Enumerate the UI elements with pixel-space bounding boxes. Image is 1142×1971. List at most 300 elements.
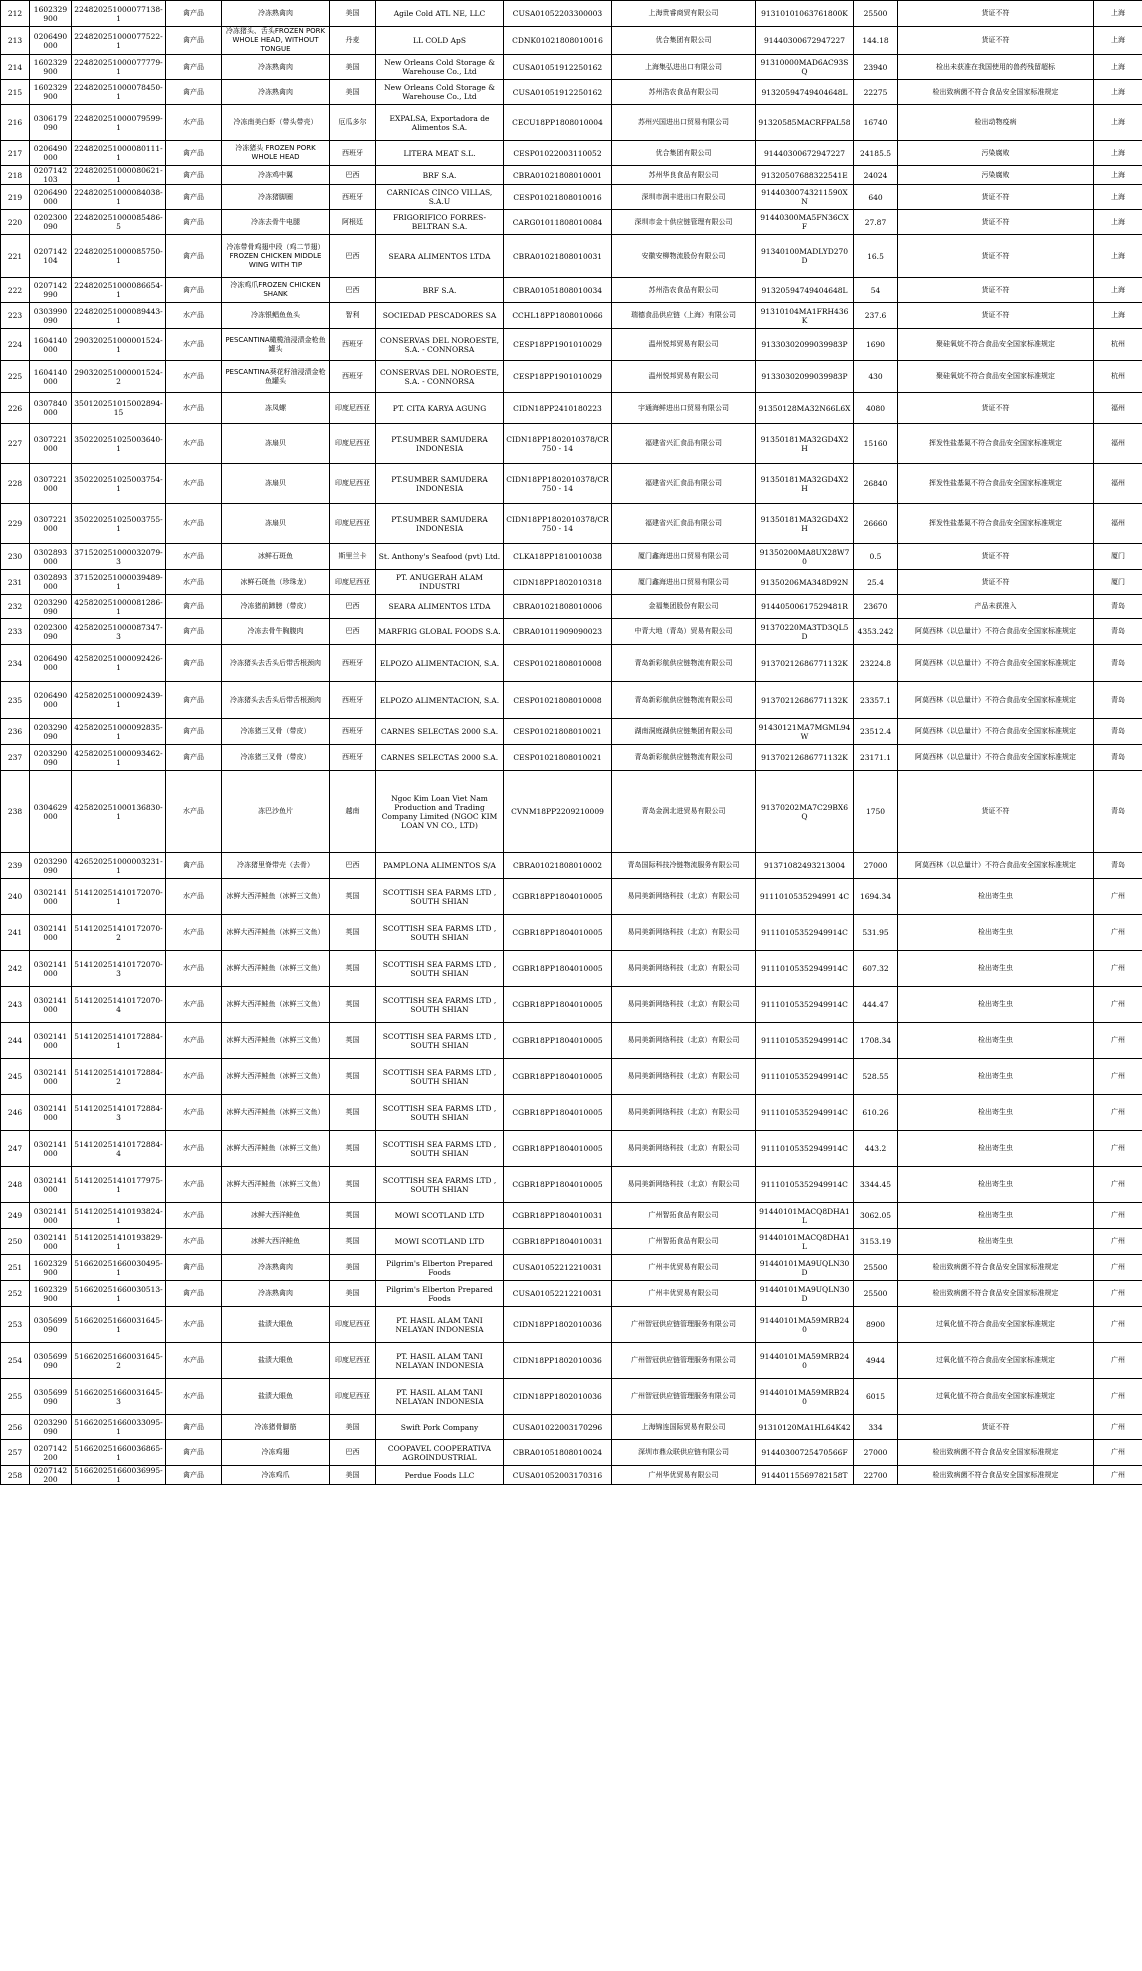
cell-importer: 上海锦连国际贸易有限公司 bbox=[612, 1415, 756, 1440]
cell-importer: 深圳市润丰进出口有限公司 bbox=[612, 185, 756, 210]
cell-maker: SOCIEDAD PESCADORES SA bbox=[376, 303, 504, 329]
cell-cat: 水产品 bbox=[166, 1131, 222, 1167]
cell-name: 冰鲜大西洋鲑鱼（冰鲜三文鱼） bbox=[222, 1131, 330, 1167]
cell-country: 印度尼西亚 bbox=[330, 570, 376, 595]
cell-importer: 优合集团有限公司 bbox=[612, 27, 756, 55]
cell-reason: 阿莫西林（以总量计）不符合食品安全国家标准规定 bbox=[898, 645, 1094, 682]
cell-port: 上海 bbox=[1094, 185, 1142, 210]
cell-credit: 91350128MA32N66L6X bbox=[756, 393, 854, 424]
cell-weight: 1708.34 bbox=[854, 1023, 898, 1059]
cell-weight: 528.55 bbox=[854, 1059, 898, 1095]
cell-weight: 23670 bbox=[854, 595, 898, 619]
cell-cat: 禽产品 bbox=[166, 210, 222, 235]
cell-name: 冰鲜大西洋鲑鱼（冰鲜三文鱼） bbox=[222, 951, 330, 987]
cell-maker: LITERA MEAT S.L. bbox=[376, 141, 504, 166]
cell-name: 冰鲜大西洋鲑鱼（冰鲜三文鱼） bbox=[222, 1059, 330, 1095]
cell-reg: CIDN18PP1802010378/CR 750 - 14 bbox=[504, 424, 612, 464]
cell-cat: 禽产品 bbox=[166, 80, 222, 105]
cell-country: 西班牙 bbox=[330, 645, 376, 682]
cell-reg: CESP01022003110052 bbox=[504, 141, 612, 166]
cell-name: 冰鲜大西洋鲑鱼（冰鲜三文鱼） bbox=[222, 1095, 330, 1131]
cell-maker: PT.SUMBER SAMUDERA INDONESIA bbox=[376, 464, 504, 504]
table-row bbox=[1, 1023, 1142, 1059]
table-row bbox=[1, 645, 1142, 682]
cell-idx: 245 bbox=[1, 1059, 30, 1095]
table-row bbox=[1, 278, 1142, 303]
cell-credit: 91371082493213004 bbox=[756, 853, 854, 879]
cell-credit: 91340100MADLYD270D bbox=[756, 235, 854, 278]
cell-idx: 241 bbox=[1, 915, 30, 951]
cell-idx: 237 bbox=[1, 745, 30, 771]
cell-importer: 广州智拓食品有限公司 bbox=[612, 1229, 756, 1255]
cell-name: 冷冻鸡翅 bbox=[222, 1440, 330, 1466]
cell-port: 上海 bbox=[1094, 166, 1142, 185]
cell-reason: 检出致病菌不符合食品安全国家标准规定 bbox=[898, 1466, 1094, 1485]
cell-hs: 1602329900 bbox=[30, 1255, 72, 1281]
cell-maker: FRIGORIFICO FORRES-BELTRAN S.A. bbox=[376, 210, 504, 235]
cell-cat: 水产品 bbox=[166, 570, 222, 595]
cell-cat: 禽产品 bbox=[166, 619, 222, 645]
cell-idx: 247 bbox=[1, 1131, 30, 1167]
cell-cat: 禽产品 bbox=[166, 55, 222, 80]
cell-country: 英国 bbox=[330, 879, 376, 915]
cell-importer: 厦门鑫海进出口贸易有限公司 bbox=[612, 570, 756, 595]
cell-port: 广州 bbox=[1094, 951, 1142, 987]
cell-cat: 禽产品 bbox=[166, 166, 222, 185]
cell-hs: 1602329900 bbox=[30, 1, 72, 27]
cell-weight: 6015 bbox=[854, 1379, 898, 1415]
cell-maker: BRF S.A. bbox=[376, 278, 504, 303]
cell-weight: 16.5 bbox=[854, 235, 898, 278]
cell-country: 西班牙 bbox=[330, 185, 376, 210]
cell-weight: 23224.8 bbox=[854, 645, 898, 682]
cell-cat: 禽产品 bbox=[166, 27, 222, 55]
cell-idx: 227 bbox=[1, 424, 30, 464]
cell-credit: 91430121MA7MGML94W bbox=[756, 719, 854, 745]
cell-reg: CGBR18PP1804010005 bbox=[504, 1131, 612, 1167]
cell-name: 冰鲜大西洋鲑鱼（冰鲜三文鱼） bbox=[222, 1167, 330, 1203]
cell-idx: 214 bbox=[1, 55, 30, 80]
cell-idx: 225 bbox=[1, 361, 30, 393]
cell-reason: 聚硅氧烷不符合食品安全国家标准规定 bbox=[898, 329, 1094, 361]
table-row bbox=[1, 853, 1142, 879]
cell-country: 印度尼西亚 bbox=[330, 1307, 376, 1343]
cell-importer: 深圳市鼎众联供应链有限公司 bbox=[612, 1440, 756, 1466]
cell-hs: 0307221000 bbox=[30, 504, 72, 544]
cell-credit: 91370202MA7C29BX6Q bbox=[756, 771, 854, 853]
cell-credit: 91440101MA9UQLN30D bbox=[756, 1255, 854, 1281]
cell-cat: 禽产品 bbox=[166, 595, 222, 619]
cell-port: 青岛 bbox=[1094, 645, 1142, 682]
cell-credit: 91370220MA3TD3QL5D bbox=[756, 619, 854, 645]
cell-hs: 0302141000 bbox=[30, 1095, 72, 1131]
cell-decl: 514120251410172884-2 bbox=[72, 1059, 166, 1095]
cell-cat: 禽产品 bbox=[166, 235, 222, 278]
cell-country: 英国 bbox=[330, 1167, 376, 1203]
cell-reg: CUSA01051912250162 bbox=[504, 80, 612, 105]
cell-port: 上海 bbox=[1094, 210, 1142, 235]
cell-hs: 1604140000 bbox=[30, 361, 72, 393]
cell-decl: 224820251000077138-1 bbox=[72, 1, 166, 27]
cell-name: 冷冻猪三叉骨（带皮） bbox=[222, 719, 330, 745]
cell-country: 巴西 bbox=[330, 1440, 376, 1466]
cell-port: 广州 bbox=[1094, 879, 1142, 915]
cell-reason: 货证不符 bbox=[898, 27, 1094, 55]
cell-hs: 0307221000 bbox=[30, 464, 72, 504]
cell-reason: 过氧化值不符合食品安全国家标准规定 bbox=[898, 1307, 1094, 1343]
cell-port: 广州 bbox=[1094, 1131, 1142, 1167]
cell-credit: 91350181MA32GD4X2H bbox=[756, 504, 854, 544]
cell-hs: 0302141000 bbox=[30, 1203, 72, 1229]
cell-reg: CUSA01052212210031 bbox=[504, 1281, 612, 1307]
table-row bbox=[1, 1203, 1142, 1229]
cell-weight: 531.95 bbox=[854, 915, 898, 951]
cell-weight: 24185.5 bbox=[854, 141, 898, 166]
table-row bbox=[1, 303, 1142, 329]
cell-cat: 水产品 bbox=[166, 987, 222, 1023]
table-row bbox=[1, 27, 1142, 55]
cell-reason: 货证不符 bbox=[898, 570, 1094, 595]
cell-hs: 0304629000 bbox=[30, 771, 72, 853]
cell-port: 广州 bbox=[1094, 1095, 1142, 1131]
cell-credit: 91310000MAD6AC93SQ bbox=[756, 55, 854, 80]
cell-hs: 0302141000 bbox=[30, 915, 72, 951]
cell-port: 广州 bbox=[1094, 987, 1142, 1023]
cell-maker: CARNICAS CINCO VILLAS, S.A.U bbox=[376, 185, 504, 210]
cell-port: 广州 bbox=[1094, 1229, 1142, 1255]
cell-hs: 0302141000 bbox=[30, 1131, 72, 1167]
cell-cat: 禽产品 bbox=[166, 185, 222, 210]
cell-reason: 污染腐败 bbox=[898, 166, 1094, 185]
cell-reg: CGBR18PP1804010005 bbox=[504, 879, 612, 915]
cell-hs: 0302893000 bbox=[30, 544, 72, 570]
cell-decl: 425820251000081286-1 bbox=[72, 595, 166, 619]
cell-weight: 25.4 bbox=[854, 570, 898, 595]
cell-idx: 249 bbox=[1, 1203, 30, 1229]
cell-idx: 258 bbox=[1, 1466, 30, 1485]
cell-decl: 224820251000077779-1 bbox=[72, 55, 166, 80]
cell-credit: 91330302099039983P bbox=[756, 361, 854, 393]
cell-weight: 26840 bbox=[854, 464, 898, 504]
cell-weight: 430 bbox=[854, 361, 898, 393]
cell-reg: CESP01021808010021 bbox=[504, 719, 612, 745]
cell-reg: CIDN18PP1802010036 bbox=[504, 1379, 612, 1415]
cell-reg: CLKA18PP1810010038 bbox=[504, 544, 612, 570]
cell-port: 广州 bbox=[1094, 1307, 1142, 1343]
cell-port: 广州 bbox=[1094, 1440, 1142, 1466]
table-row bbox=[1, 1379, 1142, 1415]
cell-hs: 0203290090 bbox=[30, 745, 72, 771]
cell-weight: 4080 bbox=[854, 393, 898, 424]
cell-importer: 广州智冠供应链管理服务有限公司 bbox=[612, 1343, 756, 1379]
table-row bbox=[1, 424, 1142, 464]
cell-importer: 易同美新网络科技（北京）有限公司 bbox=[612, 1095, 756, 1131]
cell-reg: CUSA01052003170316 bbox=[504, 1466, 612, 1485]
cell-reason: 产品未获准入 bbox=[898, 595, 1094, 619]
cell-credit: 91110105352949914C bbox=[756, 915, 854, 951]
cell-weight: 23940 bbox=[854, 55, 898, 80]
cell-credit: 91440101MA59MRB240 bbox=[756, 1343, 854, 1379]
cell-importer: 深圳市金十供应链管理有限公司 bbox=[612, 210, 756, 235]
cell-name: 盐渍大眼鱼 bbox=[222, 1379, 330, 1415]
cell-name: PESCANTINA橄榄油浸渍金枪鱼罐头 bbox=[222, 329, 330, 361]
cell-hs: 0207142103 bbox=[30, 166, 72, 185]
cell-cat: 禽产品 bbox=[166, 682, 222, 719]
cell-credit: 91110105352949914C bbox=[756, 1023, 854, 1059]
cell-decl: 514120251410172884-4 bbox=[72, 1131, 166, 1167]
table-row bbox=[1, 570, 1142, 595]
cell-hs: 0207142200 bbox=[30, 1440, 72, 1466]
cell-credit: 91350200MA8UX28W70 bbox=[756, 544, 854, 570]
table-row bbox=[1, 1281, 1142, 1307]
cell-maker: PAMPLONA ALIMENTOS S/A bbox=[376, 853, 504, 879]
cell-hs: 0302141000 bbox=[30, 951, 72, 987]
cell-reason: 货证不符 bbox=[898, 235, 1094, 278]
cell-weight: 27000 bbox=[854, 1440, 898, 1466]
cell-reason: 货证不符 bbox=[898, 1415, 1094, 1440]
cell-weight: 25500 bbox=[854, 1281, 898, 1307]
cell-reason: 货证不符 bbox=[898, 771, 1094, 853]
cell-reg: CESP01021808010016 bbox=[504, 185, 612, 210]
cell-maker: SCOTTISH SEA FARMS LTD , SOUTH SHIAN bbox=[376, 1023, 504, 1059]
cell-importer: 广州丰优贸易有限公司 bbox=[612, 1281, 756, 1307]
cell-country: 西班牙 bbox=[330, 361, 376, 393]
cell-importer: 金福集团股份有限公司 bbox=[612, 595, 756, 619]
cell-port: 广州 bbox=[1094, 1023, 1142, 1059]
cell-weight: 610.26 bbox=[854, 1095, 898, 1131]
cell-reason: 检出寄生虫 bbox=[898, 1059, 1094, 1095]
cell-cat: 水产品 bbox=[166, 1023, 222, 1059]
cell-decl: 224820251000089443-1 bbox=[72, 303, 166, 329]
cell-idx: 236 bbox=[1, 719, 30, 745]
cell-reason: 检出寄生虫 bbox=[898, 987, 1094, 1023]
cell-hs: 0207142990 bbox=[30, 278, 72, 303]
cell-reason: 污染腐败 bbox=[898, 141, 1094, 166]
cell-idx: 217 bbox=[1, 141, 30, 166]
cell-name: 冻凤螺 bbox=[222, 393, 330, 424]
cell-reg: CGBR18PP1804010005 bbox=[504, 951, 612, 987]
cell-country: 厄瓜多尔 bbox=[330, 105, 376, 141]
cell-maker: PT. HASIL ALAM TANI NELAYAN INDONESIA bbox=[376, 1379, 504, 1415]
cell-name: 冰鲜大西洋鲑鱼 bbox=[222, 1229, 330, 1255]
cell-cat: 禽产品 bbox=[166, 1440, 222, 1466]
cell-name: 冷冻熟禽肉 bbox=[222, 1255, 330, 1281]
cell-hs: 0305699090 bbox=[30, 1307, 72, 1343]
cell-weight: 16740 bbox=[854, 105, 898, 141]
cell-hs: 0203290090 bbox=[30, 595, 72, 619]
cell-idx: 256 bbox=[1, 1415, 30, 1440]
cell-hs: 0206490000 bbox=[30, 682, 72, 719]
cell-decl: 426520251000003231-1 bbox=[72, 853, 166, 879]
cell-importer: 福建省兴汇食品有限公司 bbox=[612, 424, 756, 464]
cell-maker: ELPOZO ALIMENTACION, S.A. bbox=[376, 645, 504, 682]
cell-name: 冰鲜大西洋鲑鱼（冰鲜三文鱼） bbox=[222, 987, 330, 1023]
table-row bbox=[1, 544, 1142, 570]
cell-port: 上海 bbox=[1094, 80, 1142, 105]
cell-reason: 检出寄生虫 bbox=[898, 1167, 1094, 1203]
cell-reg: CGBR18PP1804010031 bbox=[504, 1203, 612, 1229]
cell-reason: 检出寄生虫 bbox=[898, 1131, 1094, 1167]
table-row bbox=[1, 1131, 1142, 1167]
cell-maker: ELPOZO ALIMENTACION, S.A. bbox=[376, 682, 504, 719]
cell-cat: 水产品 bbox=[166, 1095, 222, 1131]
cell-reason: 阿莫西林（以总量计）不符合食品安全国家标准规定 bbox=[898, 682, 1094, 719]
cell-hs: 0206490000 bbox=[30, 141, 72, 166]
table-row bbox=[1, 1440, 1142, 1466]
cell-hs: 0203290090 bbox=[30, 853, 72, 879]
cell-hs: 0206490000 bbox=[30, 27, 72, 55]
cell-name: 冷冻猪头 FROZEN PORK WHOLE HEAD bbox=[222, 141, 330, 166]
cell-weight: 1694.34 bbox=[854, 879, 898, 915]
cell-idx: 229 bbox=[1, 504, 30, 544]
cell-reg: CDNK01021808010016 bbox=[504, 27, 612, 55]
cell-reg: CUSA01051912250162 bbox=[504, 55, 612, 80]
cell-idx: 232 bbox=[1, 595, 30, 619]
cell-decl: 514120251410172070-3 bbox=[72, 951, 166, 987]
cell-name: 冰鲜大西洋鲑鱼（冰鲜三文鱼） bbox=[222, 915, 330, 951]
cell-decl: 514120251410172884-3 bbox=[72, 1095, 166, 1131]
cell-weight: 237.6 bbox=[854, 303, 898, 329]
table-row bbox=[1, 464, 1142, 504]
cell-country: 英国 bbox=[330, 1059, 376, 1095]
cell-maker: Perdue Foods LLC bbox=[376, 1466, 504, 1485]
cell-name: PESCANTINA葵花籽油浸渍金枪鱼罐头 bbox=[222, 361, 330, 393]
cell-importer: 中青大地（青岛）贸易有限公司 bbox=[612, 619, 756, 645]
cell-maker: PT.SUMBER SAMUDERA INDONESIA bbox=[376, 504, 504, 544]
cell-name: 冷冻熟禽肉 bbox=[222, 1281, 330, 1307]
cell-country: 美国 bbox=[330, 1281, 376, 1307]
cell-reason: 检出寄生虫 bbox=[898, 1095, 1094, 1131]
cell-importer: 温州悦邦贸易有限公司 bbox=[612, 361, 756, 393]
cell-port: 广州 bbox=[1094, 1415, 1142, 1440]
cell-credit: 91110105352949914C bbox=[756, 1131, 854, 1167]
cell-idx: 243 bbox=[1, 987, 30, 1023]
cell-cat: 禽产品 bbox=[166, 645, 222, 682]
table-row bbox=[1, 745, 1142, 771]
cell-hs: 0206490000 bbox=[30, 645, 72, 682]
cell-weight: 3344.45 bbox=[854, 1167, 898, 1203]
cell-idx: 231 bbox=[1, 570, 30, 595]
cell-credit: 91310120MA1HL64K42 bbox=[756, 1415, 854, 1440]
cell-name: 冻扇贝 bbox=[222, 424, 330, 464]
cell-reason: 货证不符 bbox=[898, 185, 1094, 210]
cell-credit: 91440101MA59MRB240 bbox=[756, 1307, 854, 1343]
cell-reason: 挥发性盐基氮不符合食品安全国家标准规定 bbox=[898, 504, 1094, 544]
cell-importer: 易同美新网络科技（北京）有限公司 bbox=[612, 951, 756, 987]
cell-name: 冰鲜石斑鱼 bbox=[222, 544, 330, 570]
cell-reason: 检出寄生虫 bbox=[898, 879, 1094, 915]
cell-name: 冰鲜大西洋鲑鱼（冰鲜三文鱼） bbox=[222, 1023, 330, 1059]
cell-importer: 广州智拓食品有限公司 bbox=[612, 1203, 756, 1229]
cell-decl: 514120251410172070-2 bbox=[72, 915, 166, 951]
cell-importer: 广州华优贸易有限公司 bbox=[612, 1466, 756, 1485]
cell-maker: LL COLD ApS bbox=[376, 27, 504, 55]
table-row bbox=[1, 1167, 1142, 1203]
cell-reason: 阿莫西林（以总量计）不符合食品安全国家标准规定 bbox=[898, 853, 1094, 879]
cell-reg: CVNM18PP2209210009 bbox=[504, 771, 612, 853]
cell-name: 冷冻银鲳鱼鱼头 bbox=[222, 303, 330, 329]
cell-weight: 1690 bbox=[854, 329, 898, 361]
cell-decl: 371520251000032079-3 bbox=[72, 544, 166, 570]
cell-reg: CESP01021808010008 bbox=[504, 645, 612, 682]
table-row bbox=[1, 393, 1142, 424]
cell-weight: 640 bbox=[854, 185, 898, 210]
cell-name: 冷冻猪三叉骨（带皮） bbox=[222, 745, 330, 771]
table-row bbox=[1, 1059, 1142, 1095]
cell-country: 印度尼西亚 bbox=[330, 504, 376, 544]
cell-decl: 350220251025003754-1 bbox=[72, 464, 166, 504]
cell-hs: 0302141000 bbox=[30, 987, 72, 1023]
cell-port: 广州 bbox=[1094, 1379, 1142, 1415]
cell-maker: BRF S.A. bbox=[376, 166, 504, 185]
cell-country: 巴西 bbox=[330, 595, 376, 619]
cell-port: 青岛 bbox=[1094, 595, 1142, 619]
cell-credit: 91440101MACQ8DHA1L bbox=[756, 1203, 854, 1229]
cell-decl: 350120251015002894-15 bbox=[72, 393, 166, 424]
cell-idx: 226 bbox=[1, 393, 30, 424]
cell-country: 英国 bbox=[330, 987, 376, 1023]
cell-reason: 货证不符 bbox=[898, 1, 1094, 27]
cell-credit: 91110105352949914C bbox=[756, 1059, 854, 1095]
cell-hs: 1604140000 bbox=[30, 329, 72, 361]
cell-name: 冷冻鸡中翼 bbox=[222, 166, 330, 185]
cell-hs: 1602329900 bbox=[30, 1281, 72, 1307]
cell-country: 印度尼西亚 bbox=[330, 464, 376, 504]
cell-reg: CGBR18PP1804010005 bbox=[504, 915, 612, 951]
cell-port: 上海 bbox=[1094, 278, 1142, 303]
cell-cat: 水产品 bbox=[166, 1343, 222, 1379]
cell-importer: 青岛新彩航供应链物流有限公司 bbox=[612, 645, 756, 682]
cell-reason: 过氧化值不符合食品安全国家标准规定 bbox=[898, 1379, 1094, 1415]
cell-importer: 广州智冠供应链管理服务有限公司 bbox=[612, 1307, 756, 1343]
cell-maker: PT. HASIL ALAM TANI NELAYAN INDONESIA bbox=[376, 1343, 504, 1379]
table-row bbox=[1, 1, 1142, 27]
cell-port: 福州 bbox=[1094, 504, 1142, 544]
cell-cat: 水产品 bbox=[166, 361, 222, 393]
cell-reason: 检出未获准在我国使用的兽药残留超标 bbox=[898, 55, 1094, 80]
cell-cat: 水产品 bbox=[166, 504, 222, 544]
cell-reg: CBRA01021808010001 bbox=[504, 166, 612, 185]
cell-maker: SCOTTISH SEA FARMS LTD , SOUTH SHIAN bbox=[376, 1095, 504, 1131]
cell-maker: SCOTTISH SEA FARMS LTD , SOUTH SHIAN bbox=[376, 1059, 504, 1095]
cell-country: 印度尼西亚 bbox=[330, 393, 376, 424]
cell-idx: 240 bbox=[1, 879, 30, 915]
cell-weight: 27000 bbox=[854, 853, 898, 879]
cell-idx: 233 bbox=[1, 619, 30, 645]
cell-weight: 22700 bbox=[854, 1466, 898, 1485]
cell-importer: 优合集团有限公司 bbox=[612, 141, 756, 166]
cell-country: 英国 bbox=[330, 951, 376, 987]
cell-hs: 0307221000 bbox=[30, 424, 72, 464]
cell-credit: 91110105352949914C bbox=[756, 1095, 854, 1131]
cell-idx: 218 bbox=[1, 166, 30, 185]
cell-maker: PT. ANUGERAH ALAM INDUSTRI bbox=[376, 570, 504, 595]
cell-decl: 224820251000077522-1 bbox=[72, 27, 166, 55]
cell-weight: 144.18 bbox=[854, 27, 898, 55]
cell-idx: 224 bbox=[1, 329, 30, 361]
cell-reason: 货证不符 bbox=[898, 210, 1094, 235]
cell-decl: 514120251410193824-1 bbox=[72, 1203, 166, 1229]
cell-cat: 水产品 bbox=[166, 424, 222, 464]
cell-name: 冷冻熟禽肉 bbox=[222, 80, 330, 105]
cell-hs: 0302141000 bbox=[30, 1023, 72, 1059]
cell-credit: 91440300743211590XN bbox=[756, 185, 854, 210]
cell-reason: 检出寄生虫 bbox=[898, 915, 1094, 951]
cell-decl: 350220251025003755-1 bbox=[72, 504, 166, 544]
cell-importer: 易同美新网络科技（北京）有限公司 bbox=[612, 1131, 756, 1167]
table-row bbox=[1, 951, 1142, 987]
cell-maker: SCOTTISH SEA FARMS LTD , SOUTH SHIAN bbox=[376, 951, 504, 987]
